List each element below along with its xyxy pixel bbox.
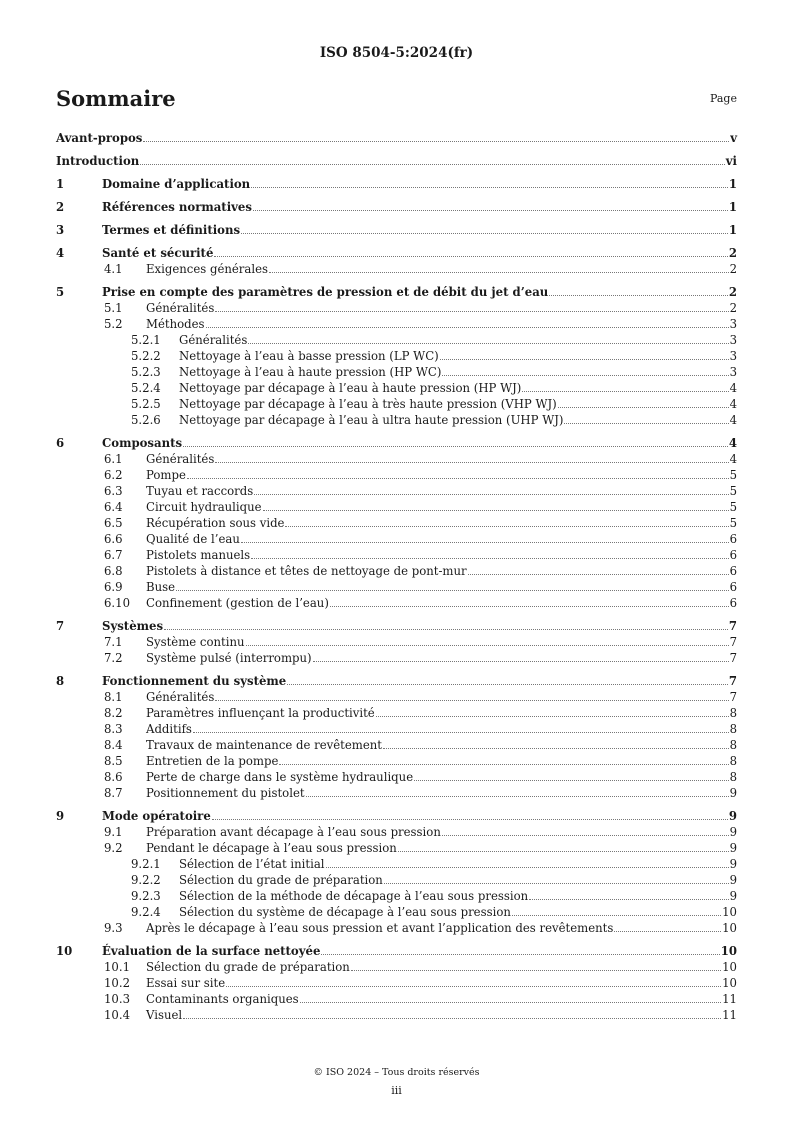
- toc-entry-title: Paramètres influençant la productivité: [146, 706, 375, 720]
- toc-entry-page: 8: [729, 722, 737, 736]
- toc-entry[interactable]: [56, 483, 737, 499]
- dot-leader: [214, 256, 727, 257]
- toc-entry-number: 7.1: [104, 635, 123, 649]
- dot-leader: [321, 954, 719, 955]
- toc-entry-page: 4: [729, 381, 737, 395]
- toc-entry-number: 6.5: [104, 516, 123, 530]
- toc-entry-number: 6.8: [104, 564, 123, 578]
- dot-leader: [241, 542, 729, 543]
- toc-entry-page: 6: [729, 548, 737, 562]
- toc-entry-page: 7: [728, 674, 737, 688]
- toc-entry-title: Travaux de maintenance de revêtement: [146, 738, 382, 752]
- toc-entry-page: 5: [729, 516, 737, 530]
- toc-entry[interactable]: [56, 824, 737, 840]
- dot-leader: [351, 970, 721, 971]
- toc-title: Sommaire: [56, 86, 176, 111]
- toc-entry-title: Perte de charge dans le système hydraulique: [146, 770, 414, 784]
- toc-entry-page: 1: [728, 177, 737, 191]
- toc-entry-number: 6.7: [104, 548, 123, 562]
- toc-entry-number: 9.1: [104, 825, 123, 839]
- toc-entry-number: 2: [56, 200, 65, 214]
- toc-entry-title: Systèmes: [102, 619, 164, 633]
- toc-entry-title: Sélection du grade de préparation: [146, 960, 350, 974]
- dot-leader: [176, 590, 729, 591]
- toc-entry-number: 10.1: [104, 960, 131, 974]
- toc-entry-title: Méthodes: [146, 317, 205, 331]
- toc-entry-number: 7.2: [104, 651, 123, 665]
- toc-entry-number: 8.7: [104, 786, 123, 800]
- toc-entry-title: Références normatives: [102, 200, 252, 214]
- dot-leader: [398, 851, 729, 852]
- toc-entry-page: 10: [722, 905, 737, 919]
- toc-entry[interactable]: [56, 959, 737, 975]
- toc-entry[interactable]: [56, 451, 737, 467]
- toc-entry-page: 4: [729, 413, 737, 427]
- dot-leader: [313, 661, 729, 662]
- toc-entry[interactable]: [56, 618, 737, 634]
- toc-entry[interactable]: [56, 785, 737, 801]
- toc-entry-page: 9: [729, 889, 737, 903]
- toc-entry[interactable]: [56, 176, 737, 192]
- toc-entry[interactable]: [56, 753, 737, 769]
- dot-leader: [287, 684, 728, 685]
- toc-entry-title: Pompe: [146, 468, 186, 482]
- toc-entry[interactable]: [56, 531, 737, 547]
- toc-entry[interactable]: [56, 920, 737, 936]
- dot-leader: [183, 1018, 721, 1019]
- toc-entry[interactable]: [56, 547, 737, 563]
- dot-leader: [285, 526, 728, 527]
- toc-entry-page: 7: [728, 619, 737, 633]
- toc-entry-title: Fonctionnement du système: [102, 674, 287, 688]
- dot-leader: [279, 764, 728, 765]
- dot-leader: [187, 478, 729, 479]
- toc-entry-title: Évaluation de la surface nettoyée: [102, 944, 321, 958]
- toc-entry-number: 7: [56, 619, 65, 633]
- dot-leader: [254, 494, 728, 495]
- toc-entry-page: 5: [729, 468, 737, 482]
- toc-entry-page: 4: [728, 436, 737, 450]
- toc-entry-number: 8.3: [104, 722, 123, 736]
- toc-entry[interactable]: [56, 975, 737, 991]
- toc-entry[interactable]: [56, 563, 737, 579]
- toc-entry-page: 3: [729, 317, 737, 331]
- toc-entry-title: Composants: [102, 436, 183, 450]
- toc-entry-title: Exigences générales: [146, 262, 269, 276]
- toc-entry-number: 5: [56, 285, 65, 299]
- toc-entry[interactable]: [56, 991, 737, 1007]
- toc-entry[interactable]: [56, 840, 737, 856]
- toc-entry-title: Avant-propos: [56, 131, 143, 145]
- toc-entry-number: 6.4: [104, 500, 123, 514]
- toc-entry-number: 5.2.3: [131, 365, 161, 379]
- dot-leader: [442, 835, 729, 836]
- toc-entry-title: Contaminants organiques: [146, 992, 299, 1006]
- toc-entry[interactable]: [56, 705, 737, 721]
- dot-leader: [376, 716, 729, 717]
- toc-entry-page: 7: [729, 635, 737, 649]
- toc-entry-title: Pistolets à distance et têtes de nettoyage de pont-mur: [146, 564, 467, 578]
- dot-leader: [414, 780, 728, 781]
- toc-entry[interactable]: [56, 579, 737, 595]
- toc-entry-title: Après le décapage à l’eau sous pression et avant l’application des revêtements: [146, 921, 614, 935]
- dot-leader: [251, 187, 728, 188]
- toc-entry-page: 8: [729, 770, 737, 784]
- toc-entry-page: 5: [729, 500, 737, 514]
- dot-leader: [212, 819, 728, 820]
- toc-entry-number: 6: [56, 436, 65, 450]
- dot-leader: [251, 558, 728, 559]
- toc-entry-title: Généralités: [179, 333, 248, 347]
- copyright-notice: © ISO 2024 – Tous droits réservés: [313, 1067, 480, 1078]
- toc-entry-page: 10: [722, 960, 737, 974]
- toc-entry-title: Pendant le décapage à l’eau sous pression: [146, 841, 397, 855]
- toc-entry-number: 8.4: [104, 738, 123, 752]
- toc-entry[interactable]: [56, 467, 737, 483]
- toc-entry[interactable]: [56, 689, 737, 705]
- toc-entry[interactable]: [56, 332, 737, 348]
- toc-entry-page: 2: [728, 285, 737, 299]
- toc-entry-title: Santé et sécurité: [102, 246, 214, 260]
- toc-entry[interactable]: [56, 153, 737, 169]
- toc-entry[interactable]: [56, 364, 737, 380]
- dot-leader: [241, 233, 728, 234]
- toc-entry-title: Essai sur site: [146, 976, 226, 990]
- toc-entry-number: 5.2.6: [131, 413, 161, 427]
- toc-entry-page: 5: [729, 484, 737, 498]
- toc-entry-page: 10: [720, 944, 737, 958]
- toc-entry-title: Récupération sous vide: [146, 516, 285, 530]
- toc-entry-title: Introduction: [56, 154, 140, 168]
- toc-entry-title: Sélection de l’état initial: [179, 857, 325, 871]
- toc-entry[interactable]: [56, 634, 737, 650]
- toc-entry-number: 5.2.4: [131, 381, 161, 395]
- toc-entry[interactable]: [56, 721, 737, 737]
- toc-entry-title: Sélection de la méthode de décapage à l’eau sous pression: [179, 889, 529, 903]
- toc-entry-number: 8: [56, 674, 65, 688]
- dot-leader: [246, 645, 729, 646]
- toc-entry-page: 9: [729, 825, 737, 839]
- toc-entry-number: 1: [56, 177, 65, 191]
- dot-leader: [564, 423, 728, 424]
- dot-leader: [269, 272, 729, 273]
- toc-entry-title: Sélection du grade de préparation: [179, 873, 383, 887]
- dot-leader: [522, 391, 728, 392]
- table-of-contents: [56, 130, 737, 1023]
- toc-entry-title: Visuel: [146, 1008, 183, 1022]
- toc-entry-page: 4: [729, 397, 737, 411]
- dot-leader: [468, 574, 729, 575]
- toc-entry[interactable]: [56, 222, 737, 238]
- dot-leader: [226, 986, 721, 987]
- toc-entry-page: 3: [729, 333, 737, 347]
- toc-entry-number: 8.1: [104, 690, 123, 704]
- toc-entry[interactable]: [56, 808, 737, 824]
- toc-entry-title: Additifs: [146, 722, 192, 736]
- toc-entry[interactable]: [56, 943, 737, 959]
- toc-entry-number: 9.2: [104, 841, 123, 855]
- toc-entry-page: 3: [729, 349, 737, 363]
- toc-entry[interactable]: [56, 650, 737, 666]
- toc-entry-page: 6: [729, 532, 737, 546]
- toc-entry-page: 8: [729, 738, 737, 752]
- toc-entry-title: Circuit hydraulique: [146, 500, 262, 514]
- toc-entry-number: 3: [56, 223, 65, 237]
- dot-leader: [215, 462, 728, 463]
- toc-entry-page: 10: [722, 976, 737, 990]
- toc-entry-page: 8: [729, 754, 737, 768]
- dot-leader: [330, 606, 729, 607]
- toc-entry-title: Système continu: [146, 635, 245, 649]
- toc-entry[interactable]: [56, 515, 737, 531]
- dot-leader: [263, 510, 729, 511]
- dot-leader: [253, 210, 728, 211]
- toc-entry-title: Préparation avant décapage à l’eau sous pression: [146, 825, 441, 839]
- toc-entry[interactable]: [56, 769, 737, 785]
- toc-entry-page: 9: [729, 786, 737, 800]
- toc-entry-number: 6.2: [104, 468, 123, 482]
- toc-entry-page: 8: [729, 706, 737, 720]
- toc-entry[interactable]: [56, 435, 737, 451]
- toc-entry-title: Domaine d’application: [102, 177, 251, 191]
- toc-entry-title: Généralités: [146, 301, 215, 315]
- toc-entry-number: 5.1: [104, 301, 123, 315]
- toc-entry-page: 6: [729, 596, 737, 610]
- toc-entry[interactable]: [56, 284, 737, 300]
- toc-entry-title: Nettoyage à l’eau à basse pression (LP WC): [179, 349, 439, 363]
- toc-entry-page: 9: [729, 841, 737, 855]
- toc-entry-number: 8.2: [104, 706, 123, 720]
- toc-entry-page: 9: [729, 873, 737, 887]
- dot-leader: [140, 164, 725, 165]
- toc-entry-title: Nettoyage par décapage à l’eau à très haute pression (VHP WJ): [179, 397, 557, 411]
- toc-entry-title: Pistolets manuels: [146, 548, 251, 562]
- toc-entry-number: 4: [56, 246, 65, 260]
- toc-entry[interactable]: [56, 737, 737, 753]
- document-id-header: ISO 8504-5:2024(fr): [319, 45, 474, 61]
- toc-entry-page: 9: [728, 809, 737, 823]
- toc-entry-number: 9.3: [104, 921, 123, 935]
- toc-entry[interactable]: [56, 499, 737, 515]
- toc-entry-number: 8.5: [104, 754, 123, 768]
- toc-entry[interactable]: [56, 261, 737, 277]
- toc-entry-number: 6.10: [104, 596, 131, 610]
- dot-leader: [549, 295, 728, 296]
- toc-entry-page: 1: [728, 223, 737, 237]
- dot-leader: [384, 883, 729, 884]
- toc-entry[interactable]: [56, 595, 737, 611]
- toc-entry[interactable]: [56, 1007, 737, 1023]
- toc-entry[interactable]: [56, 872, 737, 888]
- toc-entry-page: 10: [722, 921, 737, 935]
- toc-entry-number: 6.6: [104, 532, 123, 546]
- toc-entry-page: 7: [729, 651, 737, 665]
- toc-entry-number: 6.9: [104, 580, 123, 594]
- toc-entry-number: 5.2.2: [131, 349, 161, 363]
- toc-entry-number: 9.2.4: [131, 905, 161, 919]
- dot-leader: [215, 700, 728, 701]
- dot-leader: [306, 796, 729, 797]
- toc-entry[interactable]: [56, 412, 737, 428]
- dot-leader: [383, 748, 729, 749]
- dot-leader: [440, 359, 729, 360]
- toc-entry-number: 6.1: [104, 452, 123, 466]
- toc-entry-number: 9.2.1: [131, 857, 161, 871]
- toc-entry[interactable]: [56, 300, 737, 316]
- toc-entry-number: 10: [56, 944, 73, 958]
- dot-leader: [164, 629, 728, 630]
- toc-entry-page: 3: [729, 365, 737, 379]
- dot-leader: [193, 732, 729, 733]
- toc-entry-title: Buse: [146, 580, 176, 594]
- dot-leader: [143, 141, 729, 142]
- toc-entry-page: 2: [729, 301, 737, 315]
- toc-entry-page: 11: [722, 992, 737, 1006]
- toc-entry-page: vi: [725, 154, 737, 168]
- dot-leader: [183, 446, 728, 447]
- dot-leader: [215, 311, 728, 312]
- page-column-label: Page: [709, 92, 737, 105]
- dot-leader: [529, 899, 728, 900]
- toc-entry-page: 6: [729, 564, 737, 578]
- toc-entry-page: 4: [729, 452, 737, 466]
- dot-leader: [206, 327, 729, 328]
- toc-entry-page: v: [730, 131, 737, 145]
- page-number: iii: [391, 1084, 402, 1097]
- toc-entry-page: 6: [729, 580, 737, 594]
- toc-entry-page: 2: [728, 246, 737, 260]
- toc-entry[interactable]: [56, 245, 737, 261]
- toc-entry-title: Nettoyage par décapage à l’eau à haute pression (HP WJ): [179, 381, 522, 395]
- toc-entry-page: 7: [729, 690, 737, 704]
- toc-entry-number: 10.4: [104, 1008, 131, 1022]
- toc-entry[interactable]: [56, 396, 737, 412]
- toc-entry-number: 8.6: [104, 770, 123, 784]
- toc-entry-page: 1: [728, 200, 737, 214]
- toc-entry-title: Confinement (gestion de l’eau): [146, 596, 329, 610]
- toc-entry[interactable]: [56, 904, 737, 920]
- toc-entry-title: Système pulsé (interrompu): [146, 651, 312, 665]
- toc-entry-page: 2: [729, 262, 737, 276]
- toc-entry[interactable]: [56, 856, 737, 872]
- toc-entry-number: 5.2.5: [131, 397, 161, 411]
- dot-leader: [300, 1002, 721, 1003]
- dot-leader: [512, 915, 721, 916]
- toc-entry-number: 9.2.3: [131, 889, 161, 903]
- toc-entry-number: 10.2: [104, 976, 131, 990]
- toc-entry-number: 4.1: [104, 262, 123, 276]
- toc-entry[interactable]: [56, 673, 737, 689]
- toc-entry[interactable]: [56, 316, 737, 332]
- toc-entry-title: Sélection du système de décapage à l’eau sous pression: [179, 905, 511, 919]
- toc-entry-title: Qualité de l’eau: [146, 532, 240, 546]
- toc-entry-number: 10.3: [104, 992, 131, 1006]
- dot-leader: [442, 375, 728, 376]
- toc-entry[interactable]: [56, 380, 737, 396]
- toc-entry-title: Prise en compte des paramètres de pression et de débit du jet d’eau: [102, 285, 549, 299]
- toc-entry-number: 5.2.1: [131, 333, 161, 347]
- toc-entry-title: Mode opératoire: [102, 809, 211, 823]
- toc-entry-number: 6.3: [104, 484, 123, 498]
- dot-leader: [326, 867, 729, 868]
- dot-leader: [558, 407, 729, 408]
- dot-leader: [614, 931, 721, 932]
- toc-entry[interactable]: [56, 199, 737, 215]
- toc-entry-title: Généralités: [146, 690, 215, 704]
- toc-entry-title: Généralités: [146, 452, 215, 466]
- toc-entry-number: 9.2.2: [131, 873, 161, 887]
- toc-entry-page: 9: [729, 857, 737, 871]
- toc-entry-title: Entretien de la pompe: [146, 754, 279, 768]
- toc-entry[interactable]: [56, 130, 737, 146]
- toc-entry-title: Positionnement du pistolet: [146, 786, 305, 800]
- toc-entry-title: Nettoyage à l’eau à haute pression (HP WC): [179, 365, 442, 379]
- toc-entry[interactable]: [56, 888, 737, 904]
- toc-entry-title: Nettoyage par décapage à l’eau à ultra haute pression (UHP WJ): [179, 413, 564, 427]
- toc-entry-number: 9: [56, 809, 65, 823]
- toc-entry-title: Termes et définitions: [102, 223, 241, 237]
- toc-entry-page: 11: [722, 1008, 737, 1022]
- toc-entry-title: Tuyau et raccords: [146, 484, 254, 498]
- toc-entry[interactable]: [56, 348, 737, 364]
- toc-entry-number: 5.2: [104, 317, 123, 331]
- dot-leader: [248, 343, 728, 344]
